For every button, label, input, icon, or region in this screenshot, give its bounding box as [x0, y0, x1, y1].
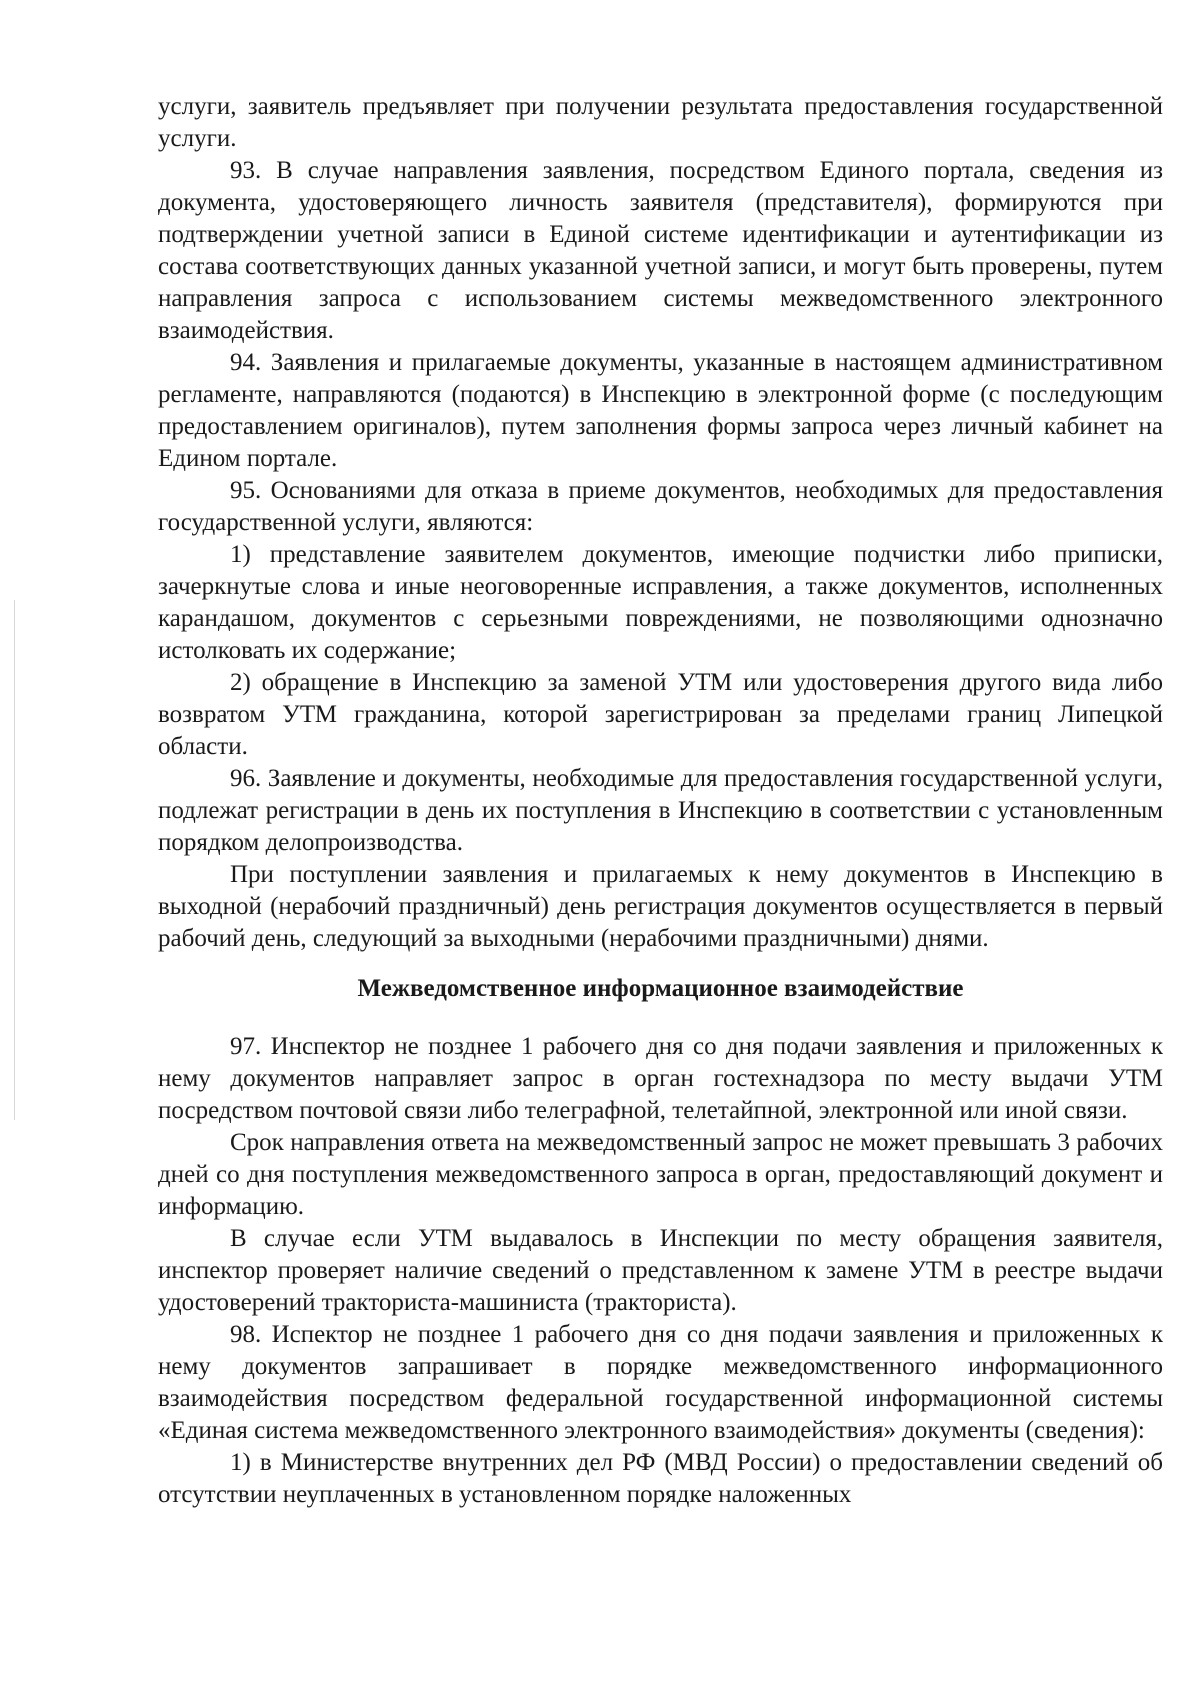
paragraph-95: 95. Основаниями для отказа в приеме документов, необходимых для предоставления государственной услуги, являются:: [158, 477, 1163, 536]
list-item-98-1: 1) в Министерстве внутренних дел РФ (МВД России) о предоставлении сведений об отсутствии неуплаченных в установленном порядке наложенных: [158, 1449, 1163, 1508]
paragraph-98: 98. Испектор не позднее 1 рабочего дня со дня подачи заявления и приложенных к нему документов запрашивает в порядке межведомственного информационного взаимодействия посредством федеральной государственной информационной системы «Единая система межведомственного электронного взаимодействия» документы (сведения):: [158, 1321, 1163, 1444]
section-heading: Межведомственное информационное взаимодействие: [357, 975, 964, 1002]
paragraph: При поступлении заявления и прилагаемых к нему документов в Инспекцию в выходной (нерабочий праздничный) день регистрация документов осуществляется в первый рабочий день, следующий за выходными (нерабочими праздничными) днями.: [158, 861, 1163, 952]
paragraph: Срок направления ответа на межведомственный запрос не может превышать 3 рабочих дней со дня поступления межведомственного запроса в орган, предоставляющий документ и информацию.: [158, 1129, 1163, 1220]
paragraph-97: 97. Инспектор не позднее 1 рабочего дня со дня подачи заявления и приложенных к нему документов направляет запрос в орган гостехнадзора по месту выдачи УТМ посредством почтовой связи либо телеграфной, телетайпной, электронной или иной связи.: [158, 1033, 1163, 1124]
document-body: [158, 91, 1163, 1511]
paragraph-93: 93. В случае направления заявления, посредством Единого портала, сведения из документа, удостоверяющего личность заявителя (представителя), формируются при подтверждении учетной записи в Единой системе идентификации и аутентификации из состава соответствующих данных указанной учетной записи, и могут быть проверены, путем направления запроса с использованием системы межведомственного электронного взаимодействия.: [158, 157, 1163, 344]
scan-edge-line: [14, 600, 15, 1120]
list-item-95-1: 1) представление заявителем документов, имеющие подчистки либо приписки, зачеркнутые слова и иные неоговоренные исправления, а также документов, исполненных карандашом, документов с серьезными повреждениями, не позволяющими однозначно истолковать их содержание;: [158, 541, 1163, 664]
paragraph: В случае если УТМ выдавалось в Инспекции по месту обращения заявителя, инспектор проверяет наличие сведений о представленном к замене УТМ в реестре выдачи удостоверений тракториста-машиниста (тракториста).: [158, 1225, 1163, 1316]
paragraph-96: 96. Заявление и документы, необходимые для предоставления государственной услуги, подлежат регистрации в день их поступления в Инспекцию в соответствии с установленным порядком делопроизводства.: [158, 765, 1163, 856]
paragraph: услуги, заявитель предъявляет при получении результата предоставления государственной услуги.: [158, 93, 1163, 152]
paragraph-94: 94. Заявления и прилагаемые документы, указанные в настоящем административном регламенте, направляются (подаются) в Инспекцию в электронной форме (с последующим предоставлением оригиналов), путем заполнения формы запроса через личный кабинет на Едином портале.: [158, 349, 1163, 472]
list-item-95-2: 2) обращение в Инспекцию за заменой УТМ или удостоверения другого вида либо возвратом УТМ гражданина, которой зарегистрирован за пределами границ Липецкой области.: [158, 669, 1163, 760]
